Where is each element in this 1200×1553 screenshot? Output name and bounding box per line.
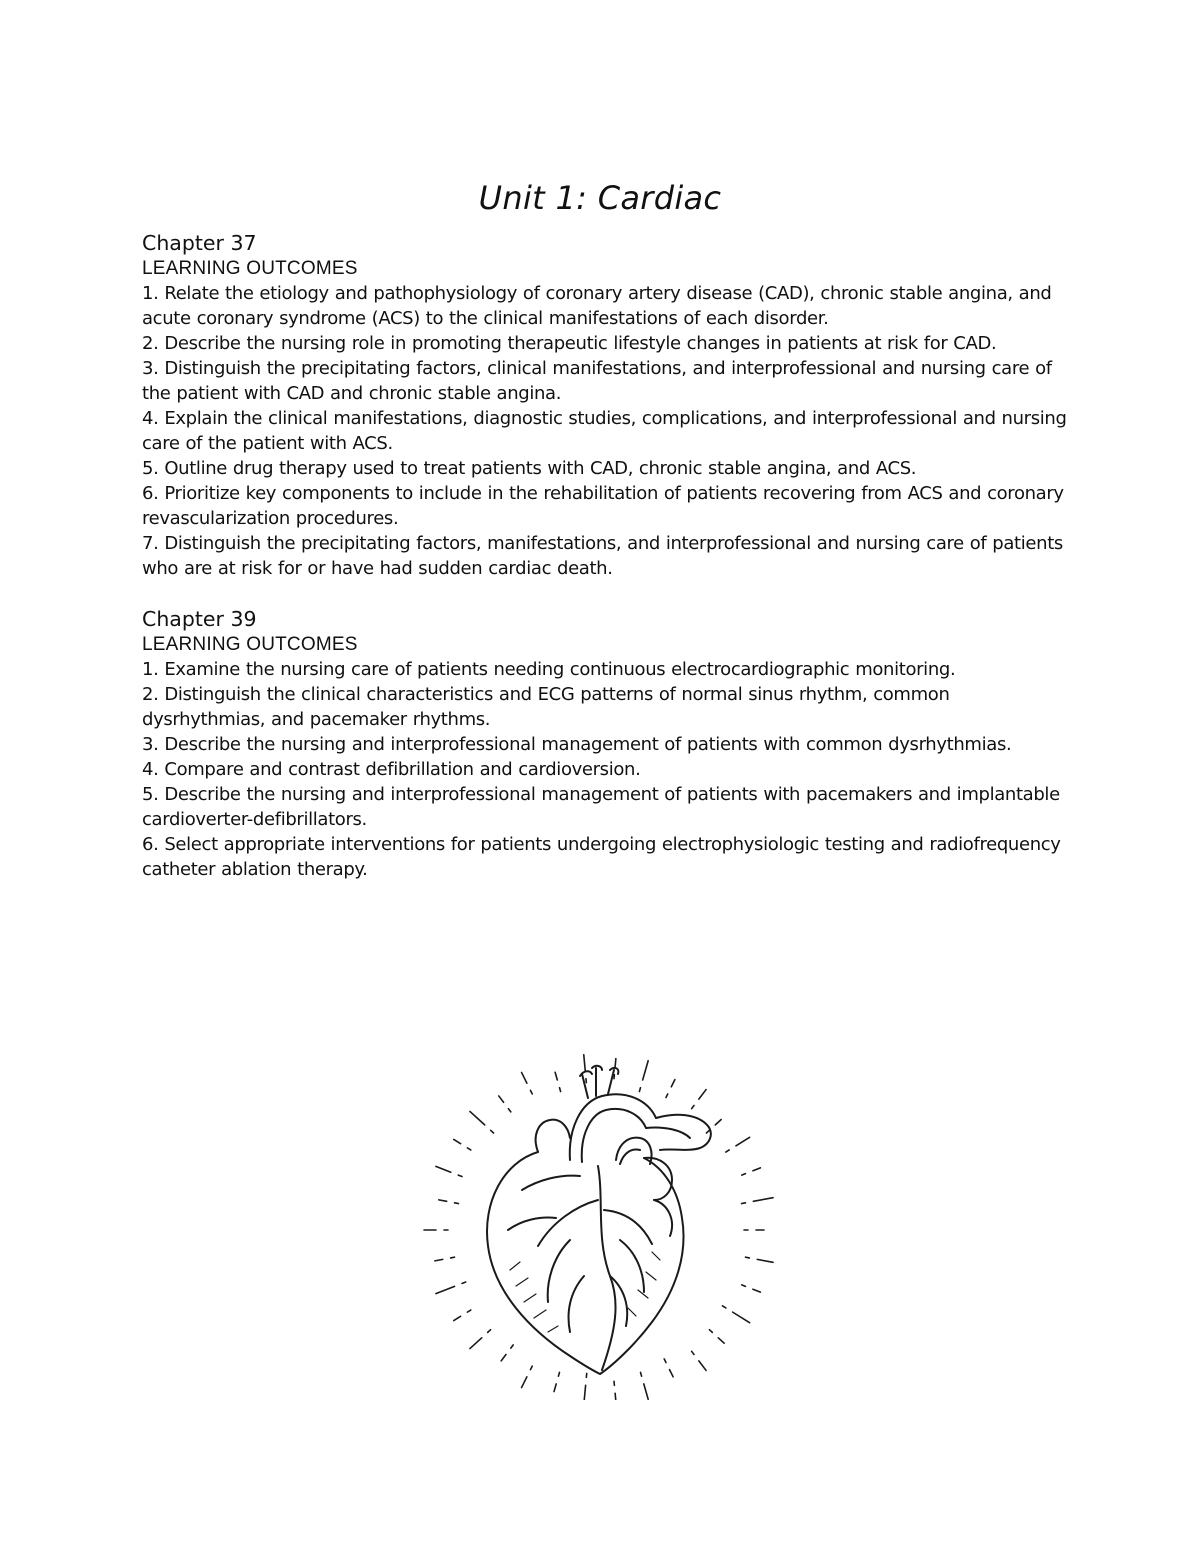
sunburst-ray-dash xyxy=(467,1148,470,1150)
sunburst-ray xyxy=(615,1393,616,1400)
chapter-heading: Chapter 39 xyxy=(142,607,257,631)
sunburst-ray-dash xyxy=(511,1345,513,1348)
sunburst-ray xyxy=(644,1384,648,1399)
sunburst-ray xyxy=(670,1370,674,1377)
sunburst-ray-dash xyxy=(530,1366,532,1370)
sunburst-ray xyxy=(753,1289,760,1292)
sunburst-ray xyxy=(753,1198,773,1202)
sunburst-ray-dash xyxy=(641,1372,642,1376)
sunburst-ray xyxy=(718,1338,724,1343)
document-body xyxy=(142,230,1072,882)
sunburst-ray-dash xyxy=(559,1088,560,1092)
sunburst-ray xyxy=(470,1338,482,1349)
chapter-heading: Chapter 37 xyxy=(142,231,257,255)
outcome-item: 3. Distinguish the precipitating factors, clinical manifestations, and interprofessional and nursing care of the patient with CAD and chronic stable angina. xyxy=(142,358,1052,404)
sunburst-ray-dash xyxy=(709,1330,712,1333)
sunburst-ray xyxy=(699,1361,706,1371)
chapter-37-section xyxy=(142,230,1072,581)
sunburst-ray xyxy=(715,1120,721,1125)
outcome-item: 5. Describe the nursing and interprofessional management of patients with pacemakers and implantable cardioverter-defibrillators. xyxy=(142,784,1060,830)
sunburst-ray xyxy=(435,1259,443,1260)
sunburst-ray xyxy=(436,1286,455,1293)
outcome-item: 3. Describe the nursing and interprofessional management of patients with common dysrhythmias. xyxy=(142,734,1012,755)
sunburst-ray-dash xyxy=(742,1285,746,1286)
sunburst-ray-dash xyxy=(455,1203,459,1204)
sunburst-ray xyxy=(753,1168,760,1171)
sunburst-ray xyxy=(555,1072,557,1080)
outcome-item: 4. Compare and contrast defibrillation and cardioversion. xyxy=(142,759,641,780)
sunburst-ray xyxy=(757,1259,773,1262)
sunburst-ray-dash xyxy=(706,1130,709,1133)
sunburst-ray xyxy=(699,1090,706,1100)
sunburst-ray-dash xyxy=(462,1282,466,1283)
sunburst-ray xyxy=(454,1316,461,1320)
outcome-item: 6. Prioritize key components to include in the rehabilitation of patients recovering from ACS and coronary revascularization procedures. xyxy=(142,483,1064,529)
outcome-item: 5. Outline drug therapy used to treat patients with CAD, chronic stable angina, and ACS. xyxy=(142,458,917,479)
sunburst-ray-dash xyxy=(451,1257,455,1258)
sunburst-ray-dash xyxy=(742,1174,746,1175)
sunburst-ray xyxy=(643,1061,648,1080)
sunburst-ray-dash xyxy=(722,1306,725,1308)
sunburst-ray-dash xyxy=(558,1372,559,1376)
outcome-item: 4. Explain the clinical manifestations, diagnostic studies, complications, and interprofessional and nursing care of the patient with ACS. xyxy=(142,408,1067,454)
heart-illustration-svg xyxy=(420,1040,780,1400)
sunburst-ray xyxy=(501,1354,506,1360)
outcome-item: 1. Relate the etiology and pathophysiology of coronary artery disease (CAD), chronic stable angina, and acute coronary syndrome (ACS) to the clinical manifestations of each disorder. xyxy=(142,283,1052,329)
sunburst-ray-dash xyxy=(692,1106,694,1109)
outcome-item: 6. Select appropriate interventions for patients undergoing electrophysiologic testing and radiofrequency catheter ablation therapy. xyxy=(142,834,1061,880)
sunburst-ray-dash xyxy=(491,1130,494,1133)
sunburst-ray xyxy=(584,1385,586,1400)
sunburst-ray xyxy=(470,1111,485,1124)
sunburst-ray-dash xyxy=(745,1257,749,1258)
sunburst-ray-dash xyxy=(488,1330,491,1333)
sunburst-ray xyxy=(584,1055,585,1071)
sunburst-ray-dash xyxy=(508,1109,510,1112)
sunburst-ray xyxy=(736,1137,750,1145)
sunburst-ray-dash xyxy=(530,1090,532,1094)
chapter-39-section xyxy=(142,606,1072,882)
sunburst-ray xyxy=(499,1096,504,1102)
sunburst-ray-dash xyxy=(664,1359,666,1363)
sunburst-ray-dash xyxy=(666,1094,668,1098)
sunburst-ray-dash xyxy=(692,1351,694,1354)
outcome-item: 1. Examine the nursing care of patients needing continuous electrocardiographic monitoring. xyxy=(142,659,956,680)
sunburst-ray-dash xyxy=(742,1203,746,1204)
sunburst-rays xyxy=(424,1055,773,1400)
outcome-item: 2. Describe the nursing role in promoting therapeutic lifestyle changes in patients at risk for CAD. xyxy=(142,333,997,354)
sunburst-ray xyxy=(733,1312,750,1323)
learning-outcomes-label: LEARNING OUTCOMES xyxy=(142,258,358,279)
sunburst-ray-dash xyxy=(467,1310,470,1312)
sunburst-ray xyxy=(454,1139,461,1143)
learning-outcomes-label: LEARNING OUTCOMES xyxy=(142,634,358,655)
sunburst-ray xyxy=(522,1072,527,1083)
sunburst-ray xyxy=(615,1059,616,1067)
sunburst-ray-dash xyxy=(639,1088,640,1092)
outcome-item: 2. Distinguish the clinical characteristics and ECG patterns of normal sinus rhythm, common dysrhythmias, and pacemaker rhythms. xyxy=(142,684,950,730)
sunburst-ray xyxy=(671,1080,675,1087)
sunburst-ray xyxy=(439,1200,447,1201)
sunburst-ray xyxy=(554,1384,556,1392)
page-title: Unit 1: Cardiac xyxy=(478,179,722,217)
sunburst-ray-dash xyxy=(726,1150,729,1152)
heart-drawing xyxy=(487,1066,711,1374)
sunburst-ray xyxy=(436,1166,451,1172)
sunburst-ray xyxy=(522,1377,527,1388)
sunburst-ray-dash xyxy=(458,1175,462,1176)
anatomical-heart-icon xyxy=(420,1040,780,1400)
outcome-item: 7. Distinguish the precipitating factors, manifestations, and interprofessional and nursing care of patients who are at risk for or have had sudden cardiac death. xyxy=(142,533,1063,579)
